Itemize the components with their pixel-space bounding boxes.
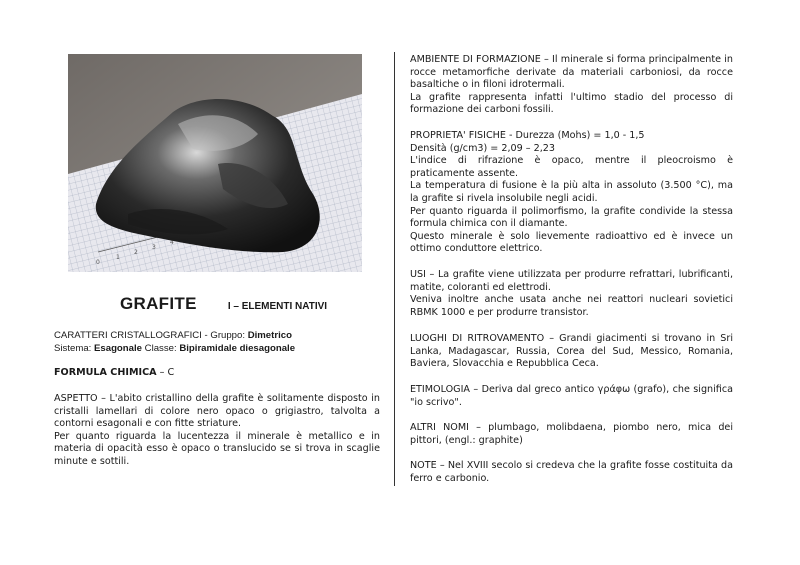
altri-nomi-text: ALTRI NOMI – plumbago, molibdaena, piombo nero, mica dei pittori, (engl.: graphite)	[410, 422, 733, 446]
ruler-mark: 0	[96, 259, 100, 266]
formula-label: FORMULA CHIMICA	[54, 367, 157, 378]
column-divider	[394, 52, 395, 486]
proprieta-fisiche-section	[410, 130, 733, 256]
ruler-mark: 2	[134, 249, 138, 256]
mineral-photo	[68, 54, 362, 272]
durezza-line: PROPRIETA' FISICHE - Durezza (Mohs) = 1,0 - 1,5	[410, 130, 645, 141]
luoghi-text: LUOGHI DI RITROVAMENTO – Grandi giacimenti si trovano in Sri Lanka, Madagascar, Russia, Corea del Sud, Messico, Romania, Baviera, Slovacchia e Repubblica Ceca.	[410, 333, 733, 370]
densita-line: Densità (g/cm3) = 2,09 – 2,23	[410, 142, 556, 154]
ruler-mark: 4	[170, 239, 174, 246]
luoghi-section	[410, 333, 733, 371]
crystal-group: Dimetrico	[247, 330, 292, 341]
aspetto-text: ASPETTO – L'abito cristallino della grafite è solitamente disposto in cristalli lamellari di colore nero opaco o grigiastro, talvolta a contorni esagonali e con fitte striature.	[54, 393, 380, 430]
altri-nomi-section	[410, 422, 733, 447]
fisiche-text-1: L'indice di rifrazione è opaco, mentre il pleocroismo è praticamente assente.	[410, 155, 733, 179]
fisiche-text-2: La temperatura di fusione è la più alta in assoluto (3.500 °C), ma la grafite si rivela insolubile negli acidi.	[410, 180, 733, 204]
etimologia-section	[410, 384, 733, 409]
ambiente-text-2: La grafite rappresenta infatti l'ultimo stadio del processo di formazione dei carboni fossili.	[410, 91, 733, 116]
graphite-specimen-image	[68, 54, 362, 272]
usi-text-2: Veniva inoltre anche usata anche nei reattori nucleari sovietici RBMK 1000 e per produrre transistor.	[410, 294, 733, 318]
usi-section	[410, 269, 733, 319]
mineral-title: GRAFITE	[120, 294, 197, 313]
note-section	[410, 460, 733, 485]
crystal-system: Esagonale	[94, 342, 142, 354]
fisiche-text-4: Questo minerale è solo lievemente radioattivo ed è invece un ottimo conduttore elettrico.	[410, 230, 733, 255]
etimologia-text: ETIMOLOGIA – Deriva dal greco antico γράφω (grafo), che significa "io scrivo".	[410, 384, 733, 408]
formula-value: – C	[156, 367, 175, 378]
ruler-mark: 1	[116, 254, 120, 261]
ambiente-text: AMBIENTE DI FORMAZIONE – Il minerale si forma principalmente in rocce metamorfiche derivate da materiali carboniosi, da rocce basaltiche o in filoni idrotermali.	[410, 54, 733, 91]
ruler-mark: 3	[152, 244, 156, 251]
fisiche-text-3: Per quanto riguarda il polimorfismo, la grafite condivide la stessa formula chimica con il diamante.	[410, 205, 733, 230]
ambiente-section	[410, 54, 733, 117]
aspetto-section	[54, 393, 380, 469]
mineral-class: I – ELEMENTI NATIVI	[227, 301, 328, 312]
header	[120, 294, 327, 314]
aspetto-text-2: Per quanto riguarda la lucentezza il minerale è metallico e in materia di opacità esso è opaco o translucido se si trova in scaglie minute e sottili.	[54, 430, 380, 467]
note-text: NOTE – Nel XVIII secolo si credeva che la grafite fosse costituita da ferro e carbonio.	[410, 460, 733, 484]
formula-section	[54, 367, 380, 380]
crystal-class: Bipiramidale diesagonale	[179, 342, 296, 354]
crystallographic-section: CARATTERI CRISTALLOGRAFICI - Gruppo: Dimetrico Sistema: Esagonale Classe: Bipiramidale diesagonale	[54, 330, 296, 354]
usi-text: USI – La grafite viene utilizzata per produrre refrattari, lubrificanti, matite, coloranti ed elettrodi.	[410, 269, 733, 293]
